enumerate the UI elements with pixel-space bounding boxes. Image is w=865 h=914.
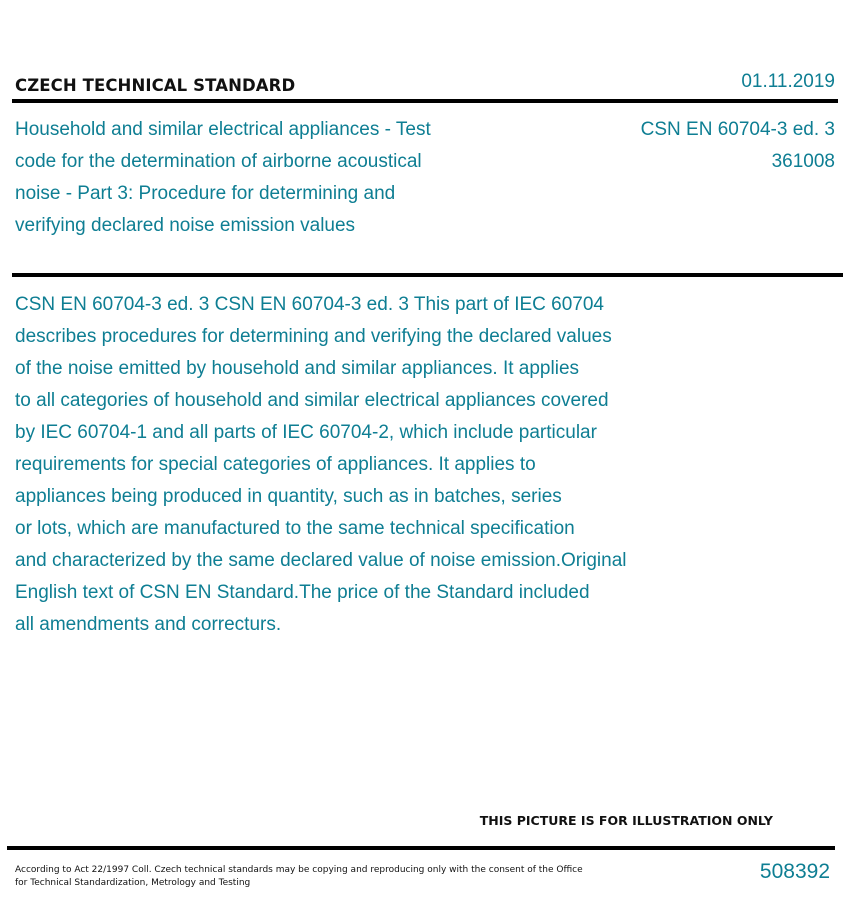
legal-notice: According to Act 22/1997 Coll. Czech technical standards may be copying and reproducing only with the consent of the Office for Technical Standardization, Metrology and Testing [15, 865, 583, 888]
footer-divider [7, 846, 835, 850]
document-type-heading: CZECH TECHNICAL STANDARD [15, 76, 296, 95]
classification-code: 361008 [771, 151, 835, 172]
abstract-text: CSN EN 60704-3 ed. 3 CSN EN 60704-3 ed. 3 This part of IEC 60704 describes procedures for determining and verifying the declared values of the noise emitted by household and similar appliances. It applies to all categories of household and similar electrical appliances covered by IEC 60704-1 and all parts of IEC 60704-2, which include particular requirements for special categories of appliances. It applies to appliances being produced in quantity, such as in batches, series or lots, which are manufactured to the same technical specification and characterized by the same declared value of noise emission.Original English text of CSN EN Standard.The price of the Standard included all amendments and correcturs. [15, 294, 627, 635]
standard-identifier [641, 114, 835, 178]
standard-number: CSN EN 60704-3 ed. 3 [640, 119, 835, 140]
standard-title: Household and similar electrical appliances - Test code for the determination of airborne acoustical noise - Part 3: Procedure for determining and verifying declared noise emission values [15, 119, 431, 236]
header-divider [12, 99, 838, 103]
illustration-notice: THIS PICTURE IS FOR ILLUSTRATION ONLY [479, 813, 773, 828]
document-code: 508392 [759, 860, 830, 883]
publication-date: 01.11.2019 [741, 71, 835, 92]
title-divider [12, 273, 843, 277]
